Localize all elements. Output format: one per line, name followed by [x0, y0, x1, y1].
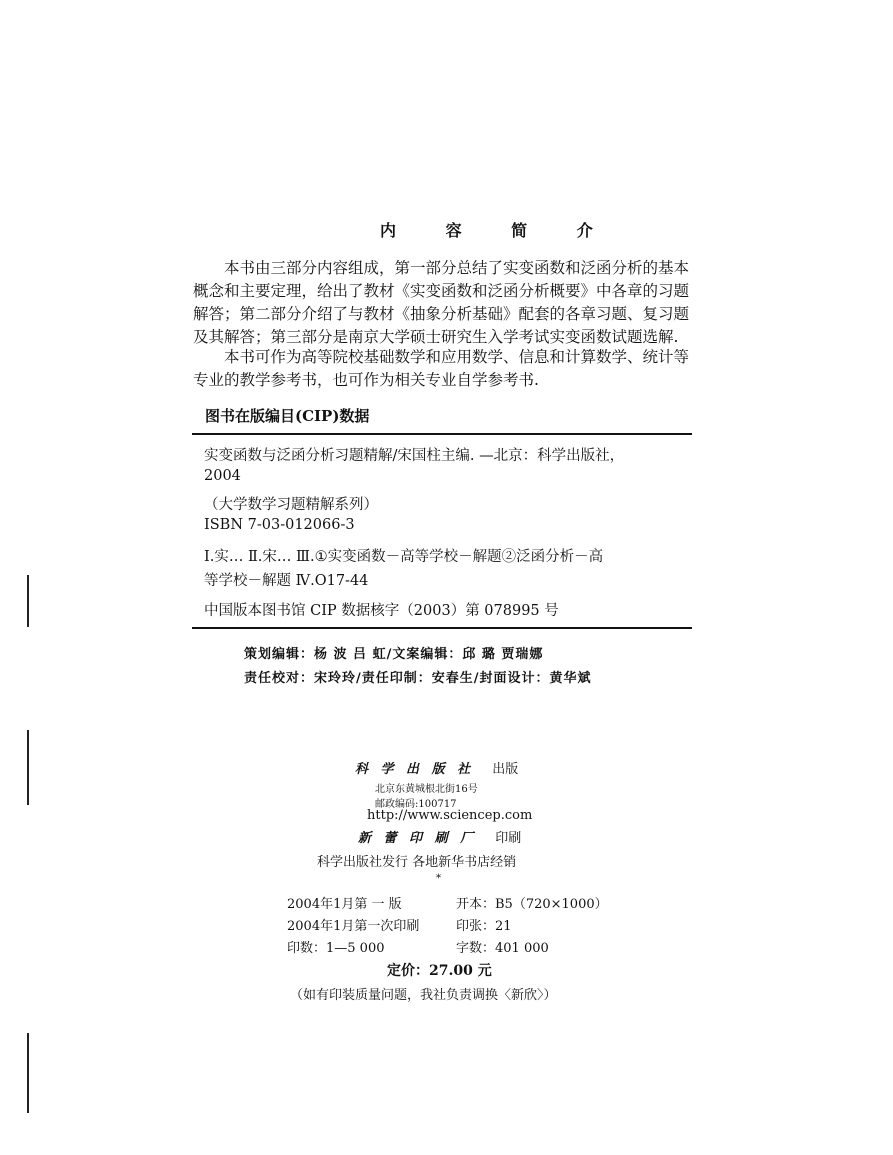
scan-edge-middle: [27, 730, 29, 805]
printer-name: 新 蕾 印 刷 厂: [358, 831, 478, 846]
publisher-suffix: 出版: [492, 762, 519, 777]
publisher-line: [355, 758, 518, 777]
cip-record-number: 中国版本图书馆 CIP 数据核字（2003）第 078995 号: [204, 603, 559, 619]
cip-classification-cont: 等学校－解题 Ⅳ.O17-44: [204, 573, 369, 589]
cip-isbn: ISBN 7-03-012066-3: [204, 517, 355, 533]
publisher-address: 北京东黄城根北街16号: [375, 784, 478, 795]
publisher-name: 科 学 出 版 社: [355, 762, 475, 777]
separator-star: *: [436, 873, 441, 884]
publisher-url: http://www.sciencep.com: [367, 808, 533, 823]
production-credits: 责任校对：宋玲玲/责任印制：安春生/封面设计：黄华斌: [244, 671, 592, 686]
cip-year: 2004: [204, 468, 241, 484]
price-line: 定价：27.00 元: [387, 963, 492, 979]
printer-suffix: 印刷: [495, 831, 522, 846]
printer-line: [358, 827, 521, 846]
distribution-line: 科学出版社发行 各地新华书店经销: [317, 855, 517, 870]
cip-heading: 图书在版编目(CIP)数据: [205, 407, 370, 425]
print-line: 2004年1月第一次印刷: [287, 919, 420, 934]
cip-top-rule: [192, 433, 692, 435]
cip-title-line: 实变函数与泛函分析习题精解/宋国柱主编. —北京：科学出版社，: [204, 448, 625, 464]
cip-bottom-rule: [192, 627, 692, 629]
cip-series: （大学数学习题精解系列）: [204, 497, 378, 513]
format-line: 开本：B5（720×1000）: [456, 897, 608, 912]
summary-paragraph-2: 本书可作为高等院校基础数学和应用数学、信息和计算数学、统计等专业的教学参考书，也可作为相关专业自学参考书.: [193, 348, 690, 389]
summary-paragraph-1: 本书由三部分内容组成，第一部分总结了实变函数和泛函分析的基本概念和主要定理，给出了教材《实变函数和泛函分析概要》中各章的习题解答；第二部分介绍了与教材《抽象分析基础》配套的各章习题、复习题及其解答；第三部分是南京大学硕士研究生入学考试实变函数试题选解.: [193, 259, 690, 346]
cip-classification: Ⅰ.实… Ⅱ.宋… Ⅲ.①实变函数－高等学校－解题②泛函分析－高: [204, 549, 604, 565]
word-count-line: 字数：401 000: [456, 941, 549, 956]
print-run-line: 印数：1—5 000: [287, 941, 385, 956]
quality-notice: （如有印装质量问题，我社负责调换〈新欣〉）: [290, 988, 557, 1003]
publisher-postcode: 邮政编码:100717: [375, 799, 457, 810]
edition-line: 2004年1月第 一 版: [287, 897, 402, 912]
sheets-line: 印张：21: [456, 919, 512, 934]
scan-edge-bottom: [27, 1033, 29, 1113]
scan-edge-top: [27, 575, 29, 627]
editors-credits: 策划编辑：杨 波 吕 虹/文案编辑：邱 璐 贾瑞娜: [244, 647, 544, 662]
summary-title: 内 容 简 介: [380, 221, 615, 240]
